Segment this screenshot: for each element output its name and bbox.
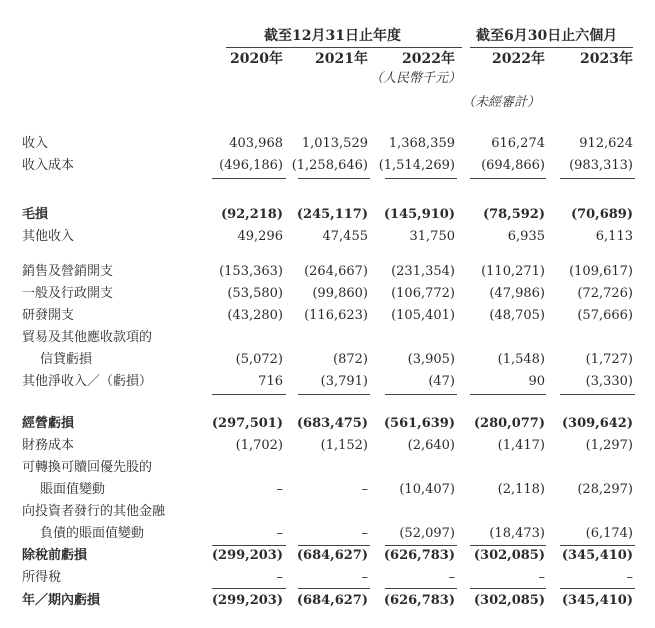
row-label: 除稅前虧損: [22, 548, 88, 563]
row-value: (2,118): [497, 482, 545, 497]
row-value: 1,013,529: [301, 136, 368, 151]
subtotal-rule: [212, 394, 286, 395]
row-value: (3,791): [320, 374, 368, 389]
subtotal-rule: [385, 394, 457, 395]
subtotal-rule: [212, 545, 286, 546]
header-six-months-group: 截至6月30日止六個月: [476, 28, 618, 44]
row-value: (99,860): [312, 286, 368, 301]
row-value: (53,580): [227, 286, 283, 301]
row-value: –: [276, 570, 283, 585]
header-interim-2022: 2022年: [492, 51, 545, 67]
row-value: (109,617): [569, 264, 633, 279]
row-value: 47,455: [322, 229, 368, 244]
row-value: (231,354): [391, 264, 455, 279]
row-value: (92,218): [220, 207, 283, 222]
row-label: 收入成本: [22, 158, 75, 173]
row-value: (345,410): [561, 593, 633, 608]
row-value: –: [276, 526, 283, 541]
row-value: (78,592): [482, 207, 545, 222]
row-value: (1,152): [320, 438, 368, 453]
row-label: 貿易及其他應收款項的: [22, 330, 153, 345]
row-value: (1,514,269): [378, 158, 455, 173]
row-value: (297,501): [211, 416, 283, 431]
row-value: (48,705): [489, 308, 545, 323]
row-value: (694,866): [481, 158, 545, 173]
row-value: –: [448, 570, 455, 585]
row-value: (70,689): [570, 207, 633, 222]
row-value: –: [276, 482, 283, 497]
row-value: (18,473): [489, 526, 545, 541]
row-value: 31,750: [409, 229, 455, 244]
header-year-2020: 2020年: [230, 51, 283, 67]
row-value: (43,280): [227, 308, 283, 323]
row-value: (3,330): [585, 374, 633, 389]
subtotal-rule: [385, 545, 457, 546]
subtotal-rule: [560, 545, 635, 546]
row-label: 其他淨收入／（虧損）: [22, 374, 153, 389]
row-value: (561,639): [383, 416, 455, 431]
row-value: (1,548): [497, 352, 545, 367]
row-label: 經營虧損: [22, 416, 75, 431]
subtotal-rule: [212, 178, 286, 179]
header-year-ended-group: 截至12月31日止年度: [264, 28, 401, 44]
row-value: (28,297): [577, 482, 633, 497]
row-value: (299,203): [211, 593, 283, 608]
row-value: (245,117): [296, 207, 368, 222]
header-rule-interim: [470, 47, 633, 48]
subtotal-rule: [470, 394, 546, 395]
row-value: (309,642): [561, 416, 633, 431]
row-value: 616,274: [491, 136, 545, 151]
row-value: (3,905): [407, 352, 455, 367]
row-value: (10,407): [399, 482, 455, 497]
row-value: (280,077): [473, 416, 545, 431]
row-value: (110,271): [481, 264, 545, 279]
row-label: 其他收入: [22, 229, 75, 244]
row-value: (299,203): [211, 548, 283, 563]
row-value: 49,296: [237, 229, 283, 244]
row-value: (145,910): [383, 207, 455, 222]
row-label-continued: 賬面值變動: [40, 482, 106, 497]
row-label: 毛損: [22, 207, 49, 222]
row-label: 一般及行政開支: [22, 286, 114, 301]
subtotal-rule: [560, 588, 635, 589]
row-value: 90: [528, 374, 545, 389]
header-interim-2023: 2023年: [580, 51, 633, 67]
row-label: 財務成本: [22, 438, 75, 453]
header-year-2022: 2022年: [402, 51, 455, 67]
row-value: (57,666): [577, 308, 633, 323]
subtotal-rule: [470, 545, 546, 546]
subtotal-rule: [385, 178, 457, 179]
row-value: –: [361, 482, 368, 497]
row-value: (302,085): [473, 548, 545, 563]
row-value: (52,097): [399, 526, 455, 541]
row-label: 銷售及營銷開支: [22, 264, 114, 279]
subtotal-rule: [560, 394, 635, 395]
row-value: 403,968: [229, 136, 283, 151]
subtotal-rule: [212, 588, 286, 589]
row-label: 所得稅: [22, 570, 62, 585]
row-label-continued: 信貸虧損: [40, 352, 93, 367]
header-rule-annual: [226, 47, 462, 48]
row-value: –: [626, 570, 633, 585]
subtotal-rule: [560, 178, 635, 179]
row-value: (106,772): [391, 286, 455, 301]
row-value: (2,640): [407, 438, 455, 453]
row-label: 向投資者發行的其他金融: [22, 504, 166, 519]
row-value: 1,368,359: [388, 136, 455, 151]
row-value: (872): [333, 352, 368, 367]
row-value: (153,363): [219, 264, 283, 279]
subtotal-rule: [298, 545, 370, 546]
row-value: (626,783): [383, 593, 455, 608]
row-label: 年／期內虧損: [22, 593, 101, 608]
row-value: 6,113: [595, 229, 633, 244]
row-value: 6,935: [507, 229, 545, 244]
row-value: –: [361, 526, 368, 541]
row-value: (684,627): [296, 593, 368, 608]
row-value: (496,186): [219, 158, 283, 173]
row-value: (116,623): [304, 308, 368, 323]
row-value: (105,401): [391, 308, 455, 323]
unaudited-note: （未經審計）: [462, 95, 541, 110]
row-label: 可轉換可贖回優先股的: [22, 460, 153, 475]
unit-note: （人民幣千元）: [370, 71, 462, 86]
row-value: 716: [258, 374, 283, 389]
row-value: (47): [428, 374, 455, 389]
row-value: –: [361, 570, 368, 585]
row-value: (983,313): [569, 158, 633, 173]
row-label: 收入: [22, 136, 49, 151]
subtotal-rule: [298, 178, 370, 179]
row-value: (47,986): [489, 286, 545, 301]
row-value: (1,258,646): [291, 158, 368, 173]
subtotal-rule: [470, 588, 546, 589]
row-value: (345,410): [561, 548, 633, 563]
row-value: (1,297): [585, 438, 633, 453]
subtotal-rule: [298, 394, 370, 395]
row-value: (302,085): [473, 593, 545, 608]
row-value: (1,702): [235, 438, 283, 453]
row-value: (1,417): [497, 438, 545, 453]
subtotal-rule: [385, 588, 457, 589]
row-label-continued: 負債的賬面值變動: [40, 526, 145, 541]
row-value: 912,624: [579, 136, 633, 151]
header-year-2021: 2021年: [315, 51, 368, 67]
row-value: (72,726): [577, 286, 633, 301]
row-value: –: [538, 570, 545, 585]
row-value: (264,667): [304, 264, 368, 279]
row-value: (5,072): [235, 352, 283, 367]
row-label: 研發開支: [22, 308, 75, 323]
row-value: (684,627): [296, 548, 368, 563]
subtotal-rule: [298, 588, 370, 589]
subtotal-rule: [470, 178, 546, 179]
row-value: (683,475): [296, 416, 368, 431]
row-value: (6,174): [585, 526, 633, 541]
row-value: (626,783): [383, 548, 455, 563]
row-value: (1,727): [585, 352, 633, 367]
